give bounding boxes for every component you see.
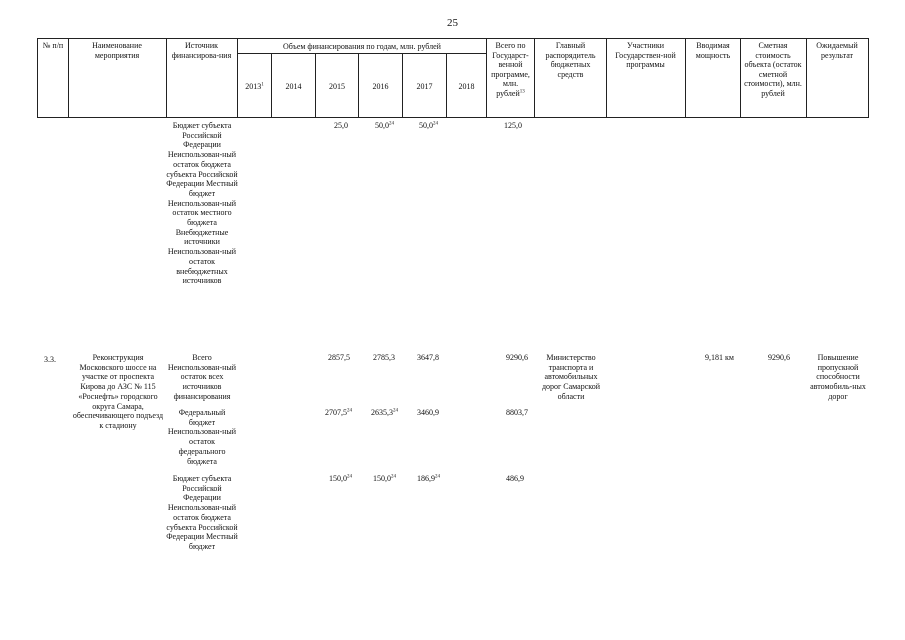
header-year-2017: 2017 [416,82,433,91]
item-name: Реконструкция Московского шоссе на участке от проспекта Кирова до АЗС № 115 «Роснефть» городского округа Самара, обеспечивающего подъезд к стадиону [72,353,164,430]
header-capacity: Вводимая мощность [695,41,731,60]
value-2015: 25,0 [334,121,348,130]
col-border [315,53,316,118]
item-capacity: 9,181 км [705,353,734,362]
page-number: 25 [447,17,458,29]
col-border [606,38,607,118]
col-border [237,38,238,118]
header-volume: Объем финансирования по годам, млн. рублей [283,42,441,51]
header-bottom-rule [37,117,868,118]
col-border [271,53,272,118]
value-2016: 150,0$^{24}$ [373,474,396,483]
header-cost: Сметная стоимость объекта (остаток сметной стоимости), млн. рублей [744,41,802,98]
value-total: 9290,6 [506,353,528,362]
item-manager: Министерство транспорта и автомобильных дорог Самарской области [541,353,601,401]
col-border [166,38,167,118]
value-total: 486,9 [506,474,524,483]
years-divider-rule [237,53,486,54]
source-all: Всего Неиспользован-ный остаток всех источников финансирования [167,353,237,401]
item-number: 3.3. [44,355,56,364]
col-border [806,38,807,118]
header-top-rule [37,38,868,39]
header-name: Наименование мероприятия [92,41,142,60]
col-border [446,53,447,118]
header-year-2014: 2014 [285,82,302,91]
col-border [740,38,741,118]
value-2017: 3647,8 [417,353,439,362]
col-border [868,38,869,118]
value-2016: 50,0$^{24}$ [375,121,394,130]
header-year-2016: 2016 [372,82,389,91]
value-2015: 2707,5$^{24}$ [325,408,352,417]
value-2017: 186,9$^{24}$ [417,474,440,483]
value-2017: 3460,9 [417,408,439,417]
col-border [534,38,535,118]
header-year-2018: 2018 [458,82,475,91]
value-2017: 50,0$^{24}$ [419,121,438,130]
header-year-2015: 2015 [329,82,345,91]
col-border [685,38,686,118]
value-2015: 2857,5 [328,353,350,362]
header-total: Всего по Государст-венной программе, млн. рублей$^{13}$ [491,41,530,98]
item-result: Повышение пропускной способности автомобиль-ных дорог [810,353,866,401]
header-source: Источник финансирова-ния [171,41,232,60]
value-total: 8803,7 [506,408,528,417]
header-participants: Участники Государствен-ной программы [615,41,676,69]
source-federal: Федеральный бюджет Неиспользован-ный остаток федерального бюджета [167,408,237,466]
col-border [486,38,487,118]
header-result: Ожидаемый результат [816,41,858,60]
source-regional: Бюджет субъекта Российской Федерации Неиспользован-ный остаток бюджета субъекта Российской Федерации Местный бюджет [166,474,238,551]
value-2015: 150,0$^{24}$ [329,474,352,483]
header-year-2013: 2013$^1$ [245,82,264,91]
value-2016: 2635,3$^{24}$ [371,408,398,417]
source-list-continued: Бюджет субъекта Российской Федерации Неиспользован-ный остаток бюджета субъекта Российской Федерации Местный бюджет Неиспользован-ный остаток местного бюджета Внебюджетные источники Неиспользован-ный остаток внебюджетных источников [166,121,238,286]
value-2016: 2785,3 [373,353,395,362]
value-total: 125,0 [504,121,522,130]
header-manager: Главный распорядитель бюджетных средств [545,41,596,79]
col-border [402,53,403,118]
col-border [358,53,359,118]
item-cost: 9290,6 [768,353,790,362]
col-border [68,38,69,118]
header-number: № п/п [42,41,64,50]
col-border [37,38,38,118]
